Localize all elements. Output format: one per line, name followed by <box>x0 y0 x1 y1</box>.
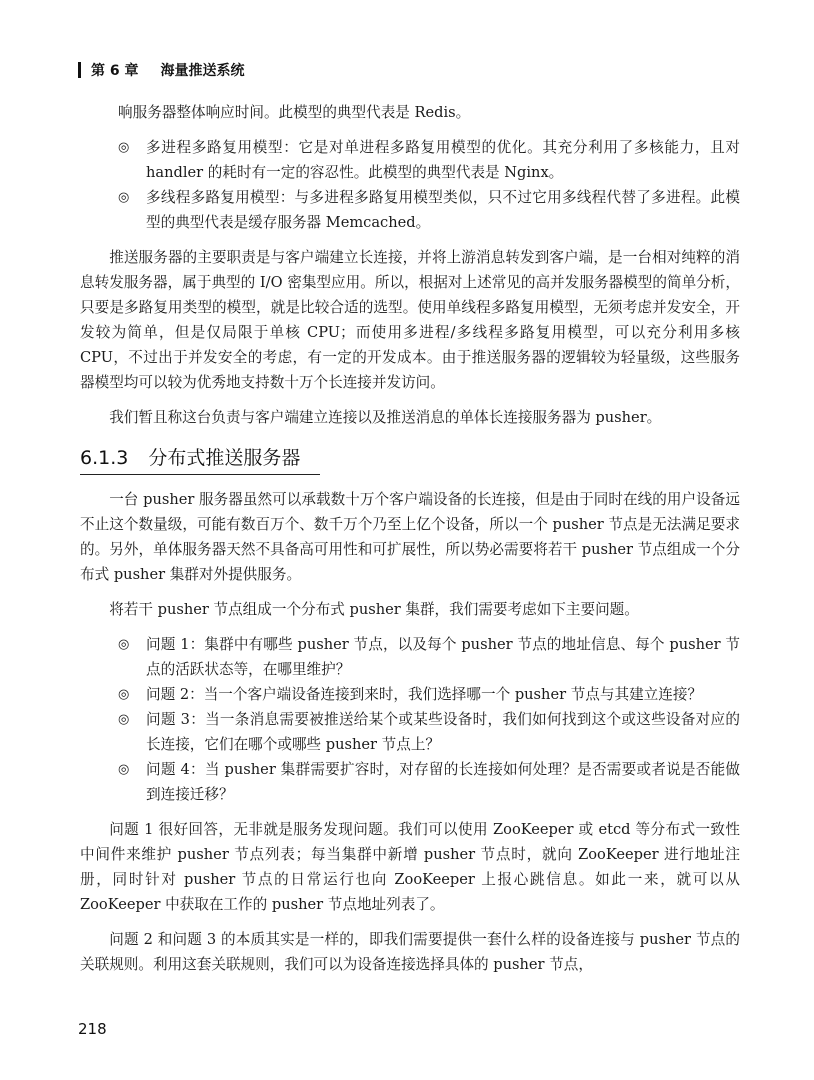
list-item-text: 问题 2：当一个客户端设备连接到来时，我们选择哪一个 pusher 节点与其建立连接？ <box>146 686 703 703</box>
section-title: 分布式推送服务器 <box>148 447 301 469</box>
bullet-icon: ◎ <box>118 637 130 652</box>
section-heading <box>80 444 320 475</box>
paragraph: 推送服务器的主要职责是与客户端建立长连接，并将上游消息转发到客户端，是一台相对纯粹的消息转发服务器，属于典型的 I/O 密集型应用。所以，根据对上述常见的高并发服务器模型的简单分析，只要是多路复用类型的模型，就是比较合适的选型。使用单线程多路复用模型，无须考虑并发安全，开发较为简单，但是仅局限于单核 CPU；而使用多进程/多线程多路复用模型，可以充分利用多核 CPU，不过出于并发安全的考虑，有一定的开发成本。由于推送服务器的逻辑较为轻量级，这些服务器模型均可以较为优秀地支持数十万个长连接并发访问。 <box>80 249 740 391</box>
bullet-icon: ◎ <box>118 687 130 702</box>
list-item <box>80 707 740 757</box>
list-item <box>80 682 740 707</box>
model-list <box>80 135 740 235</box>
paragraph: 问题 2 和问题 3 的本质其实是一样的，即我们需要提供一套什么样的设备连接与 pusher 节点的关联规则。利用这套关联规则，我们可以为设备连接选择具体的 pusher 节点， <box>80 931 740 973</box>
list-item <box>80 757 740 807</box>
list-item-text: 问题 1：集群中有哪些 pusher 节点，以及每个 pusher 节点的地址信息、每个 pusher 节点的活跃状态等，在哪里维护？ <box>146 636 740 678</box>
bullet-icon: ◎ <box>118 712 130 727</box>
list-item <box>80 135 740 185</box>
page-number: 218 <box>78 1020 107 1038</box>
paragraph: 将若干 pusher 节点组成一个分布式 pusher 集群，我们需要考虑如下主要问题。 <box>109 601 639 618</box>
paragraph: 一台 pusher 服务器虽然可以承载数十万个客户端设备的长连接，但是由于同时在线的用户设备远不止这个数量级，可能有数百万个、数千万个乃至上亿个设备，所以一个 pusher 节点是无法满足要求的。另外，单体服务器天然不具备高可用性和可扩展性，所以势必需要将若干 pusher 节点组成一个分布式 pusher 集群对外提供服务。 <box>80 491 740 583</box>
running-header <box>78 60 245 80</box>
list-item <box>80 185 740 235</box>
bullet-icon: ◎ <box>118 140 130 155</box>
list-item-text: 问题 4：当 pusher 集群需要扩容时，对存留的长连接如何处理？是否需要或者说是否能做到连接迁移？ <box>146 761 740 803</box>
list-item-text: 多进程多路复用模型：它是对单进程多路复用模型的优化。其充分利用了多核能力，且对 handler 的耗时有一定的容忍性。此模型的典型代表是 Nginx。 <box>146 139 740 181</box>
section-number: 6.1.3 <box>80 447 129 469</box>
header-bar <box>78 62 81 78</box>
paragraph: 我们暂且称这台负责与客户端建立连接以及推送消息的单体长连接服务器为 pusher。 <box>109 409 662 426</box>
bullet-icon: ◎ <box>118 762 130 777</box>
intro-continuation: 响服务器整体响应时间。此模型的典型代表是 Redis。 <box>118 104 471 121</box>
paragraph: 问题 1 很好回答，无非就是服务发现问题。我们可以使用 ZooKeeper 或 etcd 等分布式一致性中间件来维护 pusher 节点列表；每当集群中新增 pusher 节点时，就向 ZooKeeper 进行地址注册，同时针对 pusher 节点的日常运行也向 ZooKeeper 上报心跳信息。如此一来，就可以从 ZooKeeper 中获取在工作的 pusher 节点地址列表了。 <box>80 821 740 913</box>
list-item-text: 多线程多路复用模型：与多进程多路复用模型类似，只不过它用多线程代替了多进程。此模型的典型代表是缓存服务器 Memcached。 <box>146 189 740 231</box>
chapter-number: 第 6 章 <box>91 63 139 79</box>
bullet-icon: ◎ <box>118 190 130 205</box>
question-list <box>80 632 740 807</box>
chapter-title: 海量推送系统 <box>160 63 245 79</box>
list-item-text: 问题 3：当一条消息需要被推送给某个或某些设备时，我们如何找到这个或这些设备对应的长连接，它们在哪个或哪些 pusher 节点上？ <box>146 711 740 753</box>
page-body <box>80 100 740 987</box>
list-item <box>80 632 740 682</box>
